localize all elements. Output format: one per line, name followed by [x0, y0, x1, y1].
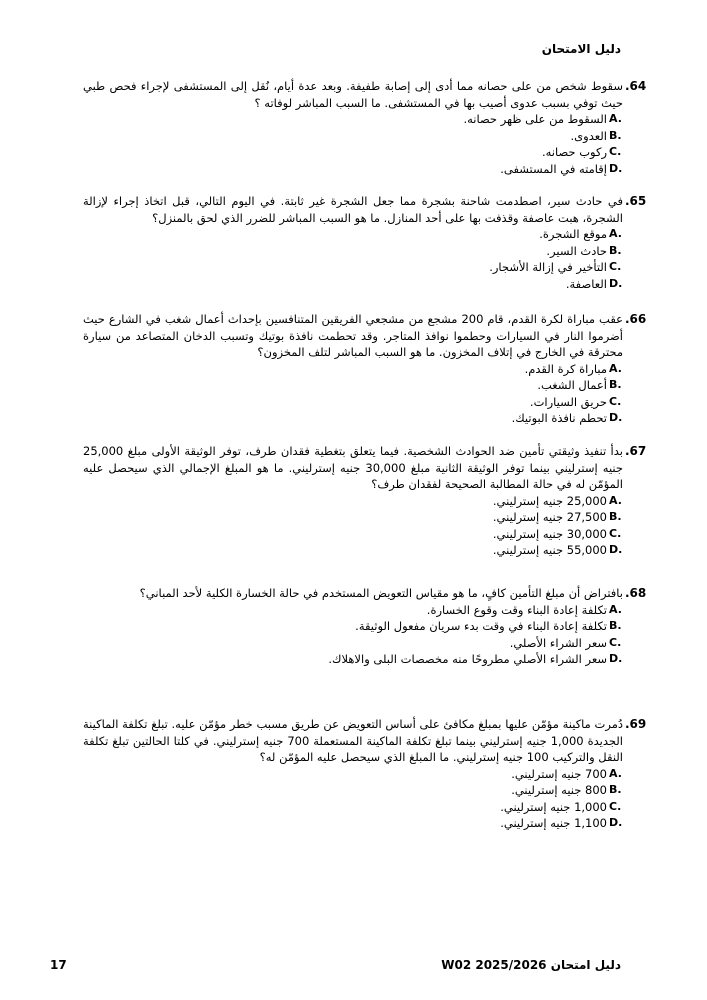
option-d [83, 276, 623, 293]
option-letter: D. [609, 161, 623, 175]
option-letter: A. [609, 112, 622, 125]
option-d [83, 542, 623, 559]
option-text: ركوب حصانه. [541, 145, 607, 159]
option-b [83, 128, 623, 145]
option-letter: B. [609, 243, 622, 257]
option-letter: B. [609, 378, 622, 391]
option-a [83, 361, 623, 378]
option-text: موقع الشجرة. [539, 227, 607, 241]
option-letter: C. [609, 260, 622, 273]
page-header-title: دليل الامتحان [541, 42, 621, 56]
question-text: في حادث سير، اصطدمت شاحنة بشجرة مما جعل الشجرة غير ثابتة. في اليوم التالي، قبل اتخاذ إجراء لإزالة الشجرة، هبت عاصفة وقذفت بها على أحد المنازل. ما هو السبب المباشر للضرر الذي لحق بالمنزل؟ [83, 194, 623, 225]
option-text: حادث السير. [546, 243, 607, 258]
option-letter: C. [609, 394, 622, 408]
options-list [83, 226, 623, 292]
option-letter: A. [609, 361, 622, 375]
option-d [83, 410, 623, 427]
options-list [83, 602, 623, 668]
option-a [83, 766, 623, 783]
option-letter: A. [609, 493, 622, 507]
option-text: إقامته في المستشفى. [500, 161, 607, 176]
option-letter: B. [609, 783, 622, 796]
question-64 [83, 78, 647, 177]
option-text: 25,000 جنيه إسترليني. [492, 493, 607, 508]
option-letter: D. [609, 276, 623, 290]
option-b [83, 618, 623, 635]
question-number: .69 [625, 717, 647, 731]
option-text: 27,500 جنيه إسترليني. [492, 510, 607, 524]
options-list [83, 493, 623, 559]
question-65 [83, 193, 647, 292]
option-c [83, 144, 623, 161]
option-d [83, 161, 623, 178]
option-text: 30,000 جنيه إسترليني. [492, 526, 607, 541]
question-67 [83, 443, 647, 559]
option-text: السقوط من على ظهر حصانه. [463, 112, 607, 126]
question-text: بافتراض أن مبلغ التأمين كافٍ، ما هو مقياس التعويض المستخدم في حالة الخسارة الكلية لأحد المباني؟ [139, 586, 623, 600]
option-text: سعر الشراء الأصلي مطروحًا منه مخصصات البلى والاهلاك. [328, 652, 607, 666]
option-c [83, 526, 623, 543]
option-letter: B. [609, 510, 622, 523]
option-letter: A. [609, 227, 622, 240]
option-c [83, 394, 623, 411]
question-number: .64 [625, 79, 647, 93]
option-text: التأخير في إزالة الأشجار. [489, 260, 607, 274]
option-text: 700 جنيه إسترليني. [511, 766, 607, 781]
option-text: 800 جنيه إسترليني. [511, 783, 607, 797]
option-letter: C. [609, 799, 622, 813]
option-a [83, 111, 623, 128]
option-b [83, 509, 623, 526]
option-letter: C. [609, 526, 622, 540]
option-d [83, 651, 623, 668]
option-letter: A. [609, 602, 622, 616]
option-text: 1,000 جنيه إسترليني. [500, 799, 607, 814]
footer-exam-label: دليل امتحان W02 2025/2026 [441, 958, 621, 972]
option-letter: C. [609, 145, 622, 158]
option-letter: B. [609, 619, 622, 632]
question-66 [83, 311, 647, 427]
option-text: مباراة كرة القدم. [524, 361, 607, 376]
option-letter: B. [609, 128, 622, 142]
question-text: دُمرت ماكينة مؤمّن عليها بمبلغ مكافئ على أساس التعويض عن طريق مسبب خطر مؤمّن عليه. تبلغ تكلفة الماكينة الجديدة 1,000 جنيه إسترليني بينما تبلغ تكلفة الماكينة المستعملة 700 جنيه إسترليني. في كلتا الحالتين تبلغ تكلفة النقل والتركيب 100 جنيه إسترليني. ما المبلغ الذي سيحصل عليه المؤمّن له؟ [83, 717, 623, 764]
option-c [83, 635, 623, 652]
option-text: أعمال الشغب. [537, 378, 607, 392]
option-b [83, 243, 623, 260]
option-b [83, 782, 623, 799]
question-number: .67 [625, 444, 647, 458]
options-list [83, 766, 623, 832]
option-text: العدوى. [570, 128, 607, 143]
options-list [83, 361, 623, 427]
option-letter: C. [609, 635, 622, 649]
option-a [83, 226, 623, 243]
question-number: .68 [625, 586, 647, 600]
option-a [83, 602, 623, 619]
page-number: 17 [50, 958, 67, 972]
question-number: .66 [625, 312, 647, 326]
question-number: .65 [625, 194, 647, 208]
option-text: 55,000 جنيه إسترليني. [492, 543, 607, 557]
option-text: 1,100 جنيه إسترليني. [500, 816, 607, 830]
question-text: عقب مباراة لكرة القدم، قام 200 مشجع من مشجعي الفريقين المتنافسين بإحداث أعمال شغب في الشارع حيث أضرموا النار في السيارات وحطموا نوافذ المتاجر. وقد تحطمت نافذة بوتيك وتسبب الدخان المتصاعد من سيارة محترقة في الخارج في إتلاف المخزون. ما هو السبب المباشر لتلف المخزون؟ [83, 312, 624, 359]
option-letter: D. [609, 652, 623, 665]
option-c [83, 799, 623, 816]
option-c [83, 259, 623, 276]
option-text: تكلفة إعادة البناء وقت وقوع الخسارة. [426, 602, 607, 617]
option-text: تحطم نافذة البوتيك. [511, 411, 607, 425]
option-letter: D. [609, 816, 623, 829]
option-text: العاصفة. [565, 276, 607, 291]
question-text: سقوط شخص من على حصانه مما أدى إلى إصابة طفيفة. وبعد عدة أيام، نُقل إلى المستشفى لإجراء فحص طبي حيث توفي بسبب عدوى أصيب بها في المستشفى. ما السبب المباشر لوفاته ؟ [83, 79, 623, 110]
option-text: تكلفة إعادة البناء في وقت بدء سريان مفعول الوثيقة. [355, 619, 607, 633]
option-letter: D. [609, 543, 623, 556]
option-b [83, 377, 623, 394]
option-text: سعر الشراء الأصلي. [509, 635, 607, 650]
option-d [83, 815, 623, 832]
question-text: بدأ تنفيذ وثيقتي تأمين ضد الحوادث الشخصية. فيما يتعلق بتغطية فقدان طرف، توفر الوثيقة الأولى مبلغ 25,000 جنيه إسترليني بينما توفر الوثيقة الثانية مبلغ 30,000 جنيه إسترليني. ما هو المبلغ الإجمالي الذي سيحصل عليه المؤمّن له في حالة المطالبة الصحيحة لفقدان طرف؟ [83, 444, 623, 491]
option-a [83, 493, 623, 510]
options-list [83, 111, 623, 177]
option-text: حريق السيارات. [529, 394, 607, 409]
option-letter: A. [609, 766, 622, 780]
question-69 [83, 716, 647, 832]
question-68 [83, 585, 647, 668]
option-letter: D. [609, 411, 623, 424]
